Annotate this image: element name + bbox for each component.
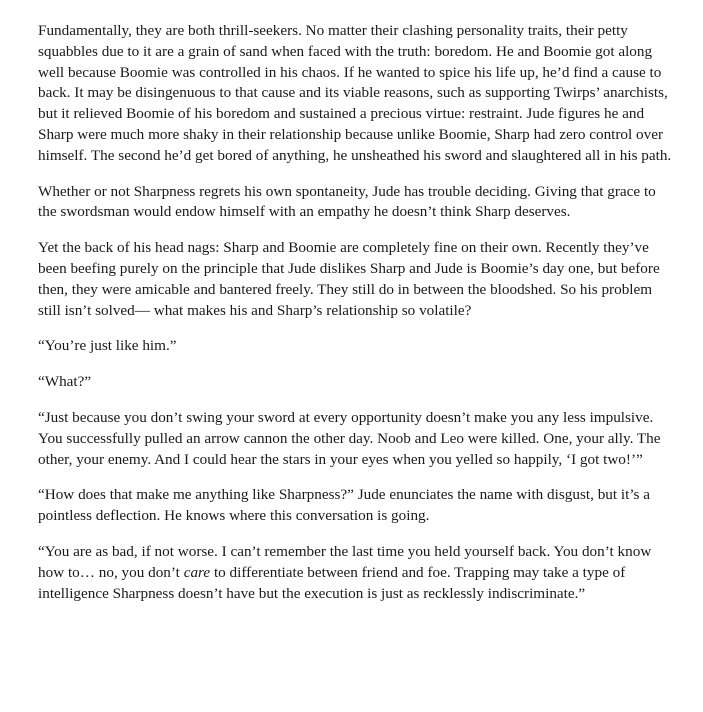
dialogue-line: “You’re just like him.” [38,337,177,355]
paragraph: Fundamentally, they are both thrill-seekers. No matter their clashing personality traits, their petty squabbles due to it are a grain of sand when faced with the truth: boredom. He and Boomie got along well because Boomie was controlled in his chaos. If he wanted to spice his life up, he’d find a cause to back. It may be disingenuous to that cause and its viable reasons, such as supporting Twirps’ anarchists, but it relieved Boomie of his boredom and sustained a precious virtue: restraint. Jude figures he and Sharp were much more shaky in their relationship because unlike Boomie, Sharp had zero control over himself. The second he’d get bored of anything, he unsheathed his sword and slaughtered all in his path. [38,22,672,164]
text-segment: “You are as bad, if not worse. I can’t remember the last time you held yourself back. You don’t know how to… no, you don’t [38,542,652,581]
dialogue-line: “What?” [38,373,92,391]
paragraph: “How does that make me anything like Sharpness?” Jude enunciates the name with disgust, but it’s a pointless deflection. He knows where this conversation is going. [38,486,651,525]
document-body [38,21,678,619]
paragraph: Yet the back of his head nags: Sharp and Boomie are completely fine on their own. Recently they’ve been beefing purely on the principle that Jude dislikes Sharp and Jude is Boomie’s day one, but before then, they were amicable and bantered freely. They still do in between the bloodshed. So his problem still isn’t solved— what makes his and Sharp’s relationship so volatile? [38,239,660,319]
text-segment: to differentiate between friend and foe. Trapping may take a type of intelligence Sharpness doesn’t have but the execution is just as recklessly indiscriminate.” [38,563,626,602]
paragraph: “Just because you don’t swing your sword at every opportunity doesn’t make you any less impulsive. You successfully pulled an arrow cannon the other day. Noob and Leo were killed. One, your ally. The other, your enemy. And I could hear the stars in your eyes when you yelled so happily, ‘I got two!’” [38,408,661,468]
emphasized-word: care [183,563,211,581]
paragraph: Whether or not Sharpness regrets his own spontaneity, Jude has trouble deciding. Giving that grace to the swordsman would endow himself with an empathy he doesn’t think Sharp deserves. [38,182,656,221]
paragraph [38,542,678,604]
